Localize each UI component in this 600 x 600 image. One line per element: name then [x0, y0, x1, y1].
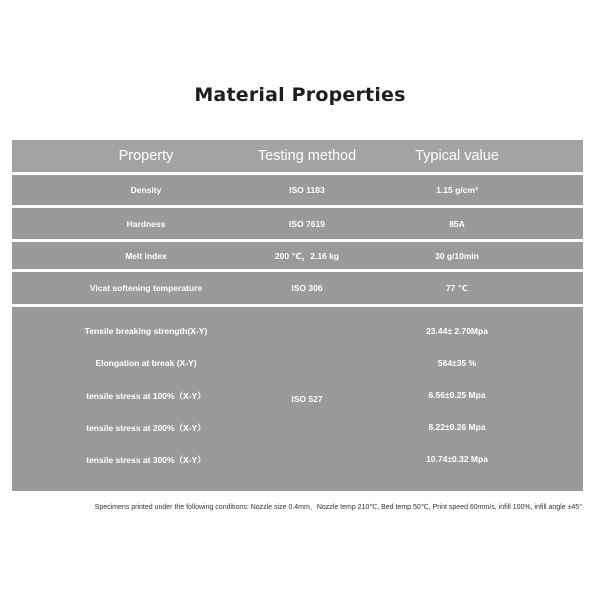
table-row-vicat — [12, 272, 583, 304]
property-cell: Density — [130, 185, 162, 195]
property-cell: Hardness — [126, 218, 166, 229]
specimen-conditions-footnote: Specimens printed under the following conditions: Nozzle size 0.4mm，Nozzle temp 210℃, Bed temp 50℃, Print speed 60mm/s, infill 100%, infill angle ±45° — [94, 504, 582, 511]
table-row-hardness — [12, 208, 583, 239]
table-row-group-iso527 — [12, 307, 583, 491]
method-cell: 200 ℃，2.16 kg — [274, 250, 340, 261]
group-property-cell: Elongation at break (X-Y) — [95, 358, 197, 368]
page-title: Material Properties — [194, 84, 406, 106]
method-cell: ISO 306 — [291, 283, 323, 293]
header-typical-value: Typical value — [415, 148, 499, 164]
method-cell: ISO 1183 — [289, 185, 325, 195]
group-property-cell: tensile stress at 300%（X-Y） — [86, 455, 206, 465]
value-cell: 1.15 g/cm³ — [436, 185, 478, 195]
group-value-cell: 10.74±0.32 Mpa — [426, 454, 488, 464]
group-value-cell: 23.44± 2.70Mpa — [426, 326, 488, 336]
property-cell: Melt index — [125, 250, 167, 261]
table-row-density — [12, 175, 583, 205]
value-cell: 77 ℃ — [445, 282, 469, 293]
group-value-cell: 8.22±0.26 Mpa — [428, 422, 486, 432]
group-value-cell: 6.56±0.25 Mpa — [428, 390, 486, 400]
table-header-row — [12, 140, 583, 172]
property-cell: Vicat softening temperature — [89, 283, 203, 293]
group-property-cell: tensile stress at 200%（X-Y） — [86, 423, 206, 433]
header-property: Property — [118, 148, 174, 164]
method-cell: ISO 7619 — [289, 218, 325, 229]
group-property-cell: tensile stress at 100%（X-Y） — [86, 391, 206, 401]
value-cell: 30 g/10min — [435, 250, 479, 261]
group-value-cell: 564±35 % — [437, 358, 477, 368]
group-method-cell: ISO 527 — [291, 394, 323, 404]
value-cell: 85A — [449, 218, 465, 229]
table-row-melt-index — [12, 242, 583, 269]
header-testing-method: Testing method — [257, 148, 357, 164]
group-property-cell: Tensile breaking strength(X-Y) — [84, 326, 208, 336]
